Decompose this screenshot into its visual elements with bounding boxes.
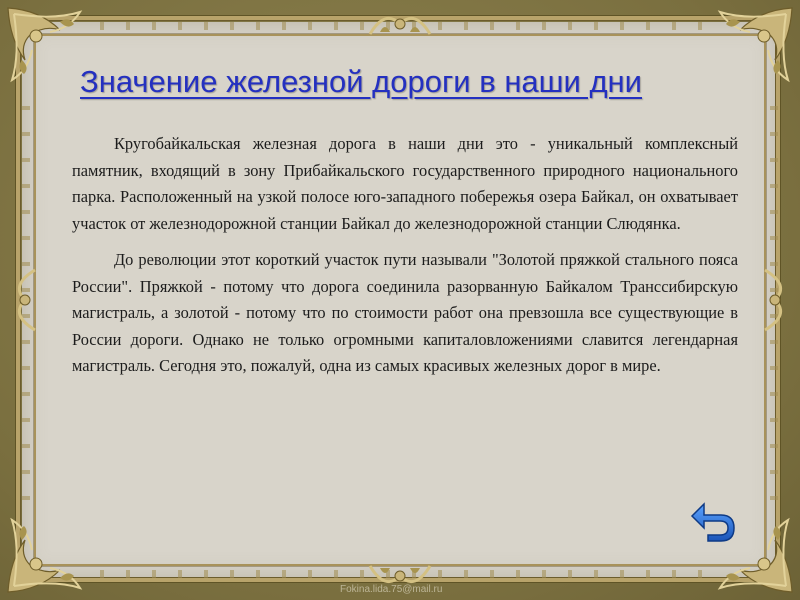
- scroll-ornament-icon: [5, 265, 45, 335]
- paragraph: Кругобайкальская железная дорога в наши дни это - уникальный комплексный памятник, входящий в зону Прибайкальского государственного природного национального парка. Расположенный на узкой полосе юго-западного побережья озера Байкал, он охватывает участок от железнодорожной станции Байкал до железнодорожной станции Слюдянка.: [72, 134, 738, 233]
- slide-body: [72, 131, 738, 390]
- watermark: Fokina.lida.75@mail.ru: [340, 584, 443, 595]
- scroll-ornament-icon: [755, 265, 795, 335]
- paragraph: До революции этот короткий участок пути называли "Золотой пряжкой стального пояса России". Пряжкой - потому что дорога соединила разорванную Байкалом Транссибирскую магистраль, а золотой - потому что по стоимости работ она превзошла все существующие в России дороги. Однако не только огромными капиталовложениями славится легендарная магистраль. Сегодня это, пожалуй, одна из самых красивых железных дорог в мире.: [72, 250, 738, 375]
- slide-title: Значение железной дороги в наши дни: [80, 64, 642, 99]
- return-button[interactable]: [688, 494, 738, 544]
- scroll-ornament-icon: [365, 4, 435, 44]
- return-arrow-icon: [688, 494, 738, 544]
- corner-ornament-icon: [0, 490, 110, 600]
